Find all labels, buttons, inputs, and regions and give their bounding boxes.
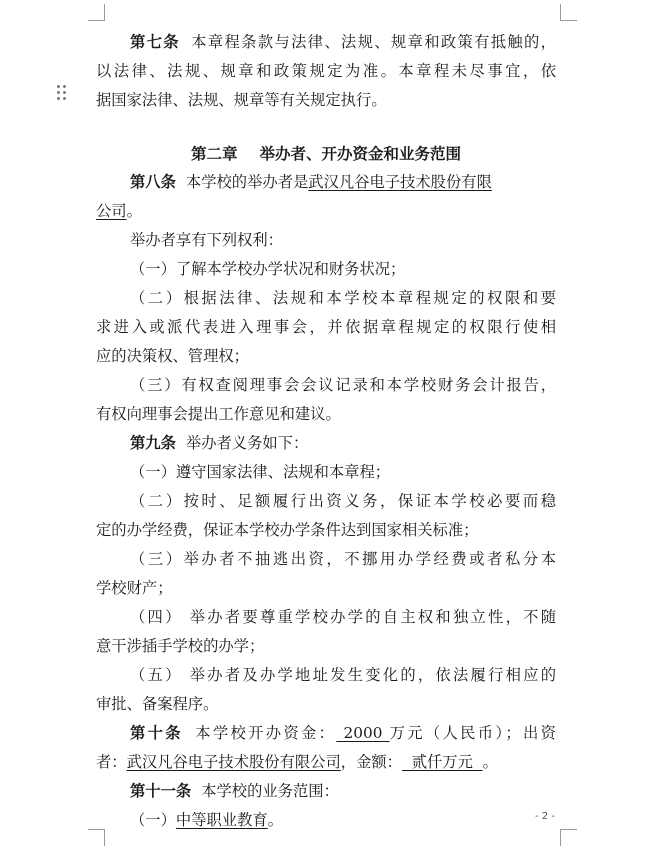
duty-item-3-line-2: 学校财产； [96,579,173,597]
article-10-heading: 第十条 [130,724,183,742]
chapter-number: 第二章 [190,144,238,163]
article-9 [96,429,556,719]
scope-value: 中等职业教育 [175,811,268,829]
article-11-line-1: 第十一条 本学校的业务范围： [130,782,339,800]
article-11 [96,777,556,835]
crop-mark-top-right [560,4,577,21]
chapter-title: 举办者、开办资金和业务范围 [259,144,462,163]
right-item-2-line-1: （二）根据法律、法规和本学校本章程规定的权限和要 [130,289,556,307]
duty-item-2-line-1: （二）按时、足额履行出资义务，保证本学校必要而稳 [130,492,556,510]
duty-item-3-line-1: （三）举办者不抽逃出资，不挪用办学经费或者私分本 [130,550,556,568]
article-7-line-2: 以法律、法规、规章和政策规定为准。本章程未尽事宜，依 [96,62,556,80]
duty-item-5-line-2: 审批、备案程序。 [96,695,219,713]
article-11-heading: 第十一条 [130,782,192,800]
chapter-2-heading [96,139,556,168]
right-item-3-line-1: （三）有权查阅理事会会议记录和本学校财务会计报告， [130,376,556,394]
crop-mark-top-left [88,4,105,21]
scope-item-1: （一）中等职业教育。 [130,811,284,829]
article-7-line-1: 第七条 本章程条款与法律、法规、规章和政策有抵触的， [130,33,556,51]
article-10-line-1: 第十条 本学校开办资金： 2000 万元（人民币）；出资 [130,724,556,742]
duty-item-2-line-2: 定的办学经费，保证本学校办学条件达到国家相关标准； [96,521,479,539]
article-8-line-2: 公司。 [96,202,142,220]
article-7-heading: 第七条 [130,33,180,51]
duty-item-5-line-1: （五） 举办者及办学地址发生变化的，依法履行相应的 [130,666,556,684]
duty-item-4-line-2: 意干涉插手学校的办学； [96,637,265,655]
article-8 [96,168,556,429]
article-8-line-1: 第八条 本学校的举办者是武汉凡谷电子技术股份有限 [130,173,492,191]
right-item-1: （一）了解本学校办学状况和财务状况； [130,260,406,278]
duty-item-4-line-1: （四） 举办者要尊重学校办学的自主权和独立性，不随 [130,608,556,626]
drag-handle-icon[interactable] [57,85,67,101]
right-item-2-line-3: 应的决策权、管理权； [96,347,249,365]
article-9-line-1: 第九条 举办者义务如下： [130,434,309,452]
rights-intro: 举办者享有下列权利： [130,231,283,249]
right-item-3-line-2: 有权向理事会提出工作意见和建议。 [96,405,341,423]
investment-amount: 贰仟万元 [401,753,483,771]
article-7-line-3: 据国家法律、法规、规章等有关规定执行。 [96,91,387,109]
article-9-heading: 第九条 [130,434,176,452]
duty-item-1: （一）遵守国家法律、法规和本章程； [130,463,391,481]
article-8-heading: 第八条 [130,173,176,191]
funding-amount: 2000 [336,724,390,742]
article-7 [96,28,556,115]
right-item-2-line-2: 求进入或派代表进入理事会，并依据章程规定的权限行使相 [96,318,556,336]
article-10-line-2: 者：武汉凡谷电子技术股份有限公司，金额： 贰仟万元 。 [96,753,498,771]
crop-mark-bottom-right [560,829,577,846]
investor-name: 武汉凡谷电子技术股份有限公司 [126,753,341,771]
article-10 [96,719,556,777]
sponsor-name: 武汉凡谷电子技术股份有限 [308,173,492,191]
document-body [96,28,556,835]
page-number: - 2 - [535,811,555,822]
